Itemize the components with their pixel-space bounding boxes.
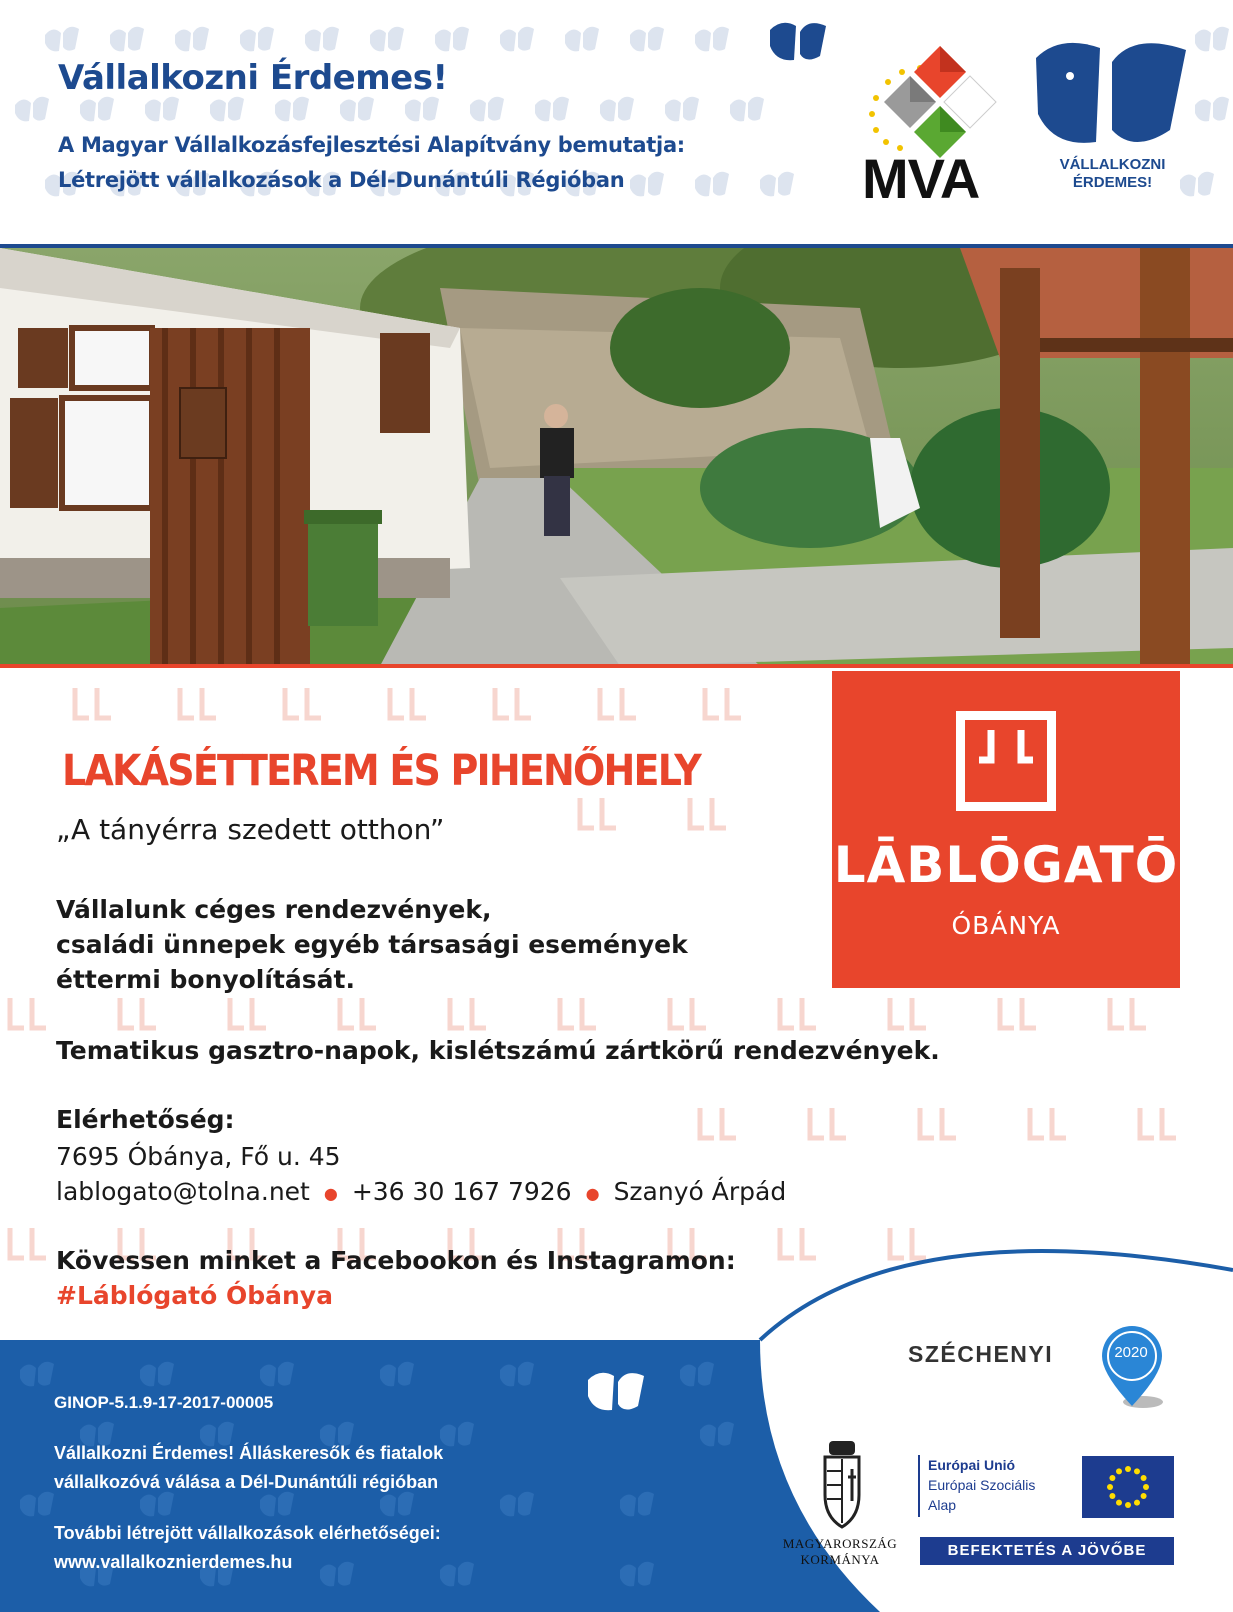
social-hashtag[interactable]: #Láblógató Óbánya (56, 1281, 333, 1310)
footer-text-line1: Vállalkozni Érdemes! Álláskeresők és fiatalok (54, 1443, 444, 1463)
szechenyi-logo-text: SZÉCHENYI (908, 1341, 1054, 1367)
footer-text-line2: vállalkozóvá válása a Dél-Dunántúli régióban (54, 1472, 439, 1492)
eu-flag-icon (1082, 1456, 1174, 1518)
eu-divider (918, 1455, 920, 1517)
offer-line-3: éttermi bonyolítását. (56, 965, 355, 994)
footer-website-link[interactable]: www.vallalkoznierdemes.hu (54, 1552, 293, 1572)
separator-dot-icon: ● (585, 1183, 600, 1203)
contact-person: Szanyó Árpád (613, 1177, 787, 1206)
events-text: Tematikus gasztro-napok, kislétszámú zártkörű rendezvények. (56, 1036, 940, 1065)
small-bird-icon (768, 20, 830, 64)
restaurant-courtyard-photo (0, 248, 1233, 666)
lablogato-logo (832, 671, 1180, 988)
offer-line-1: Vállalunk céges rendezvények, (56, 895, 492, 924)
contact-row (56, 1177, 786, 1206)
szechenyi-pin-icon (1097, 1322, 1167, 1412)
lablogato-logo-name: LĀBLŌGATŌ (833, 836, 1179, 894)
offer-line-2: családi ünnepek egyéb társasági események (56, 930, 688, 959)
lablogato-mark-icon (965, 720, 1047, 802)
project-code: GINOP-5.1.9-17-2017-00005 (54, 1393, 274, 1412)
szechenyi-year: 2020 (1114, 1344, 1148, 1361)
social-label: Kövessen minket a Facebookon és Instagramon: (56, 1246, 736, 1275)
government-text-line2: KORMÁNYA (800, 1552, 880, 1567)
contact-phone[interactable]: +36 30 167 7926 (351, 1177, 572, 1206)
page-subtitle-line2: Létrejött vállalkozások a Dél-Dunántúli Régióban (58, 168, 625, 192)
eu-text-line1: Európai Unió (928, 1457, 1016, 1473)
page-subtitle-line1: A Magyar Vállalkozásfejlesztési Alapítvány bemutatja: (58, 133, 685, 157)
footer-bird-icon (586, 1368, 646, 1414)
business-heading: LAKÁSÉTTEREM ÉS PIHENŐHELY (62, 746, 700, 796)
contact-address: 7695 Óbánya, Fő u. 45 (56, 1142, 341, 1171)
contact-email[interactable]: lablogato@tolna.net (56, 1177, 310, 1206)
lablogato-logo-frame-icon (956, 711, 1056, 811)
footer-more-label: További létrejött vállalkozások elérhetőségei: (54, 1523, 441, 1543)
contact-label: Elérhetőség: (56, 1105, 235, 1134)
eu-text-line3: Alap (928, 1497, 957, 1513)
ve-logo-text-line2: ÉRDEMES! (1072, 174, 1153, 191)
invest-in-future-banner: BEFEKTETÉS A JÖVŐBE (920, 1537, 1174, 1565)
business-tagline: „A tányérra szedett otthon” (56, 813, 445, 846)
separator-dot-icon: ● (323, 1183, 338, 1203)
page-title: Vállalkozni Érdemes! (58, 58, 448, 98)
eu-text-line2: Európai Szociális (928, 1477, 1036, 1493)
government-text-line1: MAGYARORSZÁG (782, 1536, 898, 1551)
hungarian-coat-of-arms-icon (815, 1437, 869, 1533)
ve-logo-text-line1: VÁLLALKOZNI (1059, 156, 1166, 173)
eu-stars-icon (1082, 1456, 1174, 1518)
header (0, 0, 1233, 244)
mva-logo-text: MVA (862, 147, 980, 210)
lablogato-logo-place: ÓBÁNYA (951, 911, 1061, 940)
